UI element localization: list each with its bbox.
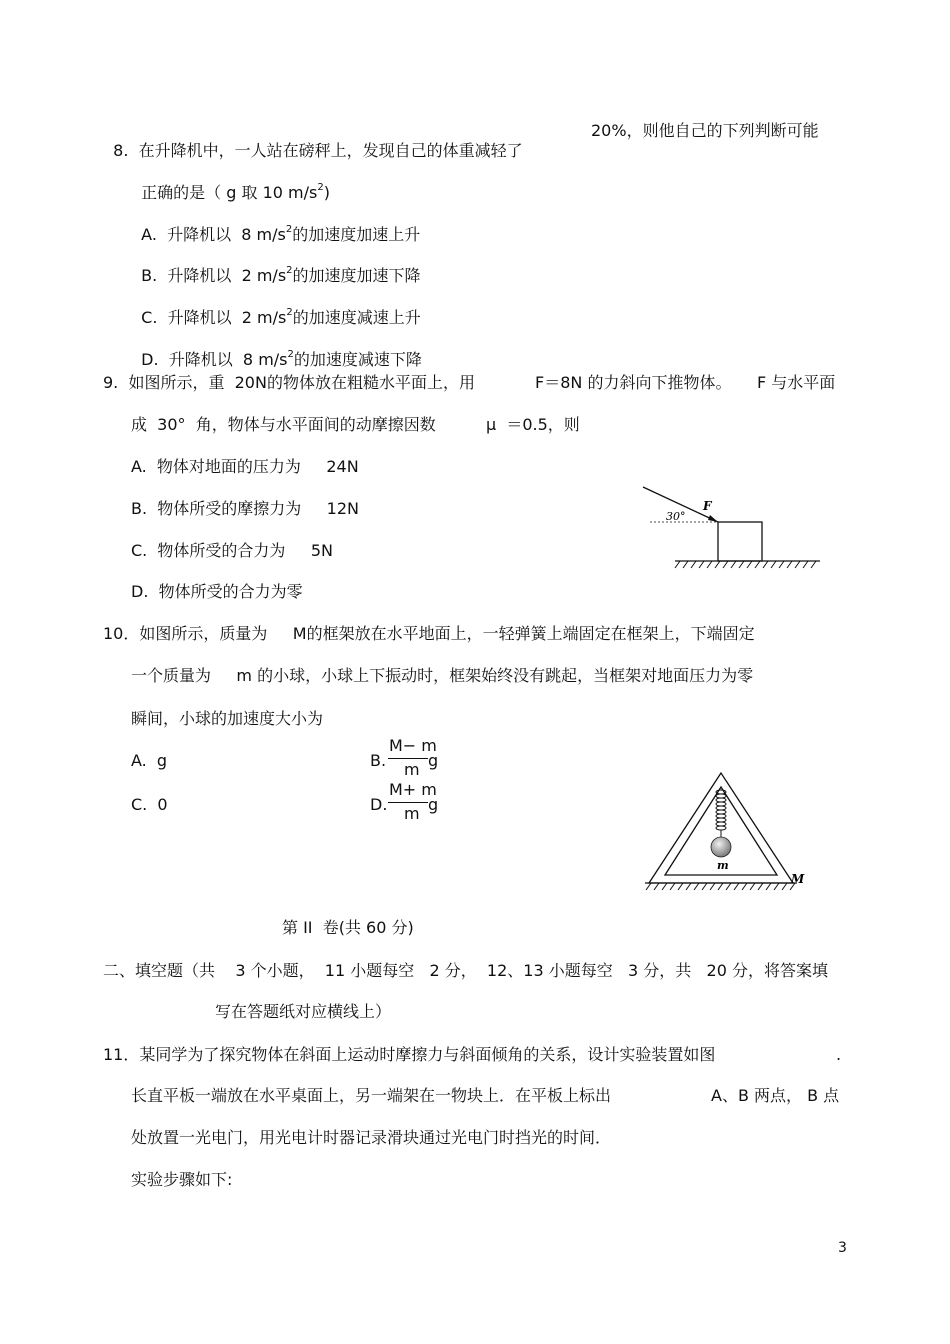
q9-stem-line1: 9. 如图所示，重 20N的物体放在粗糙水平面上，用 xyxy=(103,373,475,392)
q9-angle-label: 30° xyxy=(666,510,686,523)
q11-stem-line1-end: . xyxy=(836,1045,842,1064)
q10-option-d-fraction-bar xyxy=(388,802,428,803)
q9-option-c: C. 物体所受的合力为 5N xyxy=(131,541,334,560)
q10-option-c: C. 0 xyxy=(131,795,168,814)
q10-ball xyxy=(711,837,731,857)
q9-option-a: A. 物体对地面的压力为 24N xyxy=(131,457,359,476)
q10-option-b-suffix: g xyxy=(428,751,439,770)
q10-option-d-suffix: g xyxy=(428,795,439,814)
q10-option-d-numerator: M+ m xyxy=(389,780,437,799)
q8-option-d: D. 升降机以 8 $m/s^2$的加速度减速下降 xyxy=(141,349,422,369)
q8-option-b: B. 升降机以 2 $m/s^2$的加速度加速下降 xyxy=(141,265,421,285)
q10-stem-line3: 瞬间，小球的加速度大小为 xyxy=(131,709,324,728)
q11-stem-line4: 实验步骤如下: xyxy=(131,1170,233,1189)
q8-option-a: A. 升降机以 8 $m/s^2$的加速度加速上升 xyxy=(141,224,421,244)
q8-option-c: C. 升降机以 2 $m/s^2$的加速度减速上升 xyxy=(141,307,421,327)
q11-stem-line2: 长直平板一端放在水平桌面上，另一端架在一物块上．在平板上标出 xyxy=(131,1086,612,1105)
q10-figure xyxy=(645,770,810,895)
q10-option-b-denominator: m xyxy=(404,760,420,779)
q9-force-label: F xyxy=(703,499,712,513)
q8-stem-percent: 20%，则他自己的下列判断可能 xyxy=(591,121,819,140)
q10-option-b-label: B. xyxy=(370,751,387,770)
q10-stem-line2: 一个质量为 m 的小球，小球上下振动时，框架始终没有跳起，当框架对地面压力为零 xyxy=(131,666,754,685)
q9-figure xyxy=(640,482,825,572)
section2-title: 第 II 卷(共 60 分) xyxy=(282,918,414,937)
q11-stem-line3: 处放置一光电门，用光电计时器记录滑块通过光电门时挡光的时间． xyxy=(131,1128,612,1147)
q9-stem-direction: F 与水平面 xyxy=(757,373,836,392)
page-number: 3 xyxy=(838,1240,847,1256)
q10-option-b-fraction-bar xyxy=(388,758,428,759)
q10-option-b-numerator: M− m xyxy=(389,736,437,755)
q10-spring xyxy=(716,790,726,830)
q8-stem-line2: 正确的是（ g 取 10 $m/s^2$) xyxy=(141,182,330,202)
q9-option-b: B. 物体所受的摩擦力为 12N xyxy=(131,499,359,518)
section2-heading-line2: 写在答题纸对应横线上） xyxy=(215,1002,392,1021)
q11-stem-line2-points: A、B 两点， B 点 xyxy=(711,1086,840,1105)
q10-option-d-denominator: m xyxy=(404,804,420,823)
q11-stem-line1: 11．某同学为了探究物体在斜面上运动时摩擦力与斜面倾角的关系，设计实验装置如图 xyxy=(103,1045,716,1064)
q9-option-d: D. 物体所受的合力为零 xyxy=(131,582,303,601)
q8-stem-line1: 8. 在升降机中，一人站在磅秤上，发现自己的体重减轻了 xyxy=(113,141,523,160)
q9-stem-force: F＝8N 的力斜向下推物体。 xyxy=(535,373,732,392)
q10-frame-label: M xyxy=(791,872,805,886)
q10-option-a: A. g xyxy=(131,751,168,770)
q9-stem-line2: 成 30° 角，物体与水平面间的动摩擦因数 xyxy=(131,415,436,434)
q9-stem-mu: μ ＝0.5，则 xyxy=(486,415,580,434)
section2-heading: 二、填空题（共 3 个小题， 11 小题每空 2 分， 12、13 小题每空 3 分，共 20 分，将答案填 xyxy=(103,961,828,980)
q10-ball-label: m xyxy=(717,859,729,872)
q10-option-d-label: D. xyxy=(370,795,388,814)
q10-stem-line1: 10．如图所示，质量为 M的框架放在水平地面上，一轻弹簧上端固定在框架上，下端固定 xyxy=(103,624,755,643)
q9-block xyxy=(718,522,762,561)
